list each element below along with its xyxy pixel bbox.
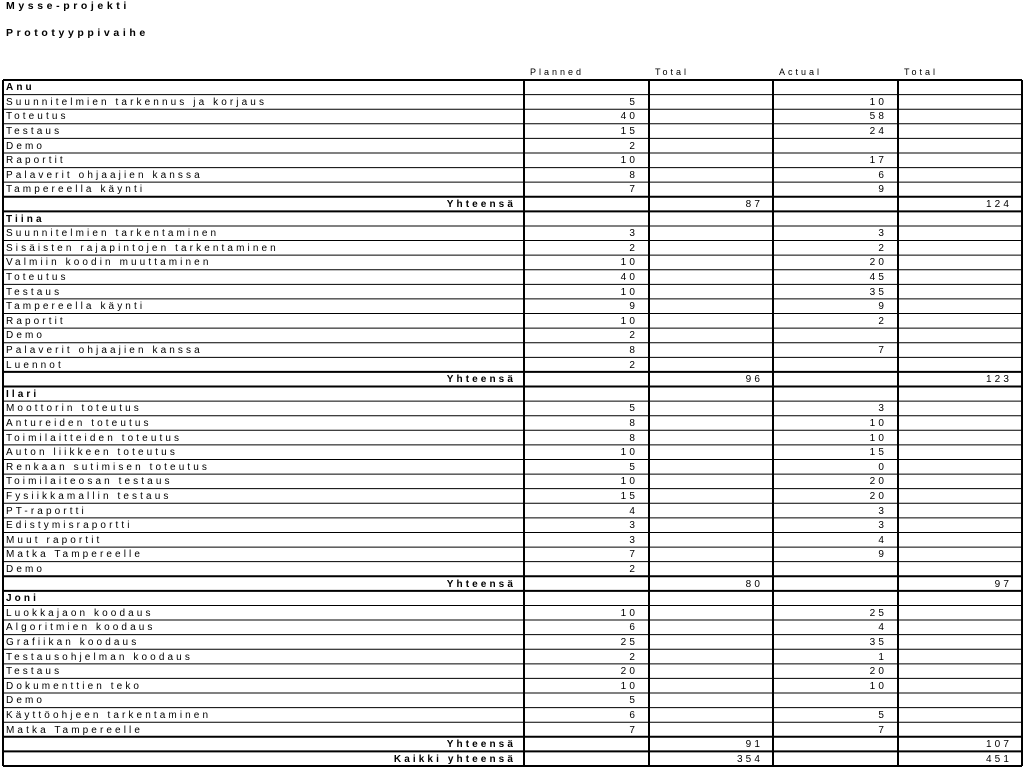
task-label: Demo [6,563,46,575]
grand-total-label: Kaikki yhteensä [393,753,516,765]
planned-hours: 7 [629,724,638,736]
actual-hours: 15 [869,447,887,459]
planned-hours: 8 [629,432,638,444]
planned-hours: 15 [620,490,638,502]
task-label: Fysiikkamallin testaus [6,490,172,502]
planned-hours: 2 [629,242,638,254]
planned-hours: 20 [620,666,638,678]
section-total-label: Yhteensä [446,578,516,590]
actual-hours: 6 [878,169,887,181]
actual-hours: 9 [878,301,887,313]
grand-actual-total: 451 [986,753,1012,765]
actual-hours: 20 [869,490,887,502]
planned-hours: 10 [620,286,638,298]
task-label: Testaus [6,286,63,298]
planned-hours: 4 [629,505,638,517]
section-name: Anu [6,82,35,94]
task-label: Luennot [6,359,64,371]
actual-hours: 10 [869,96,887,108]
planned-hours: 3 [629,520,638,532]
task-label: Valmiin koodin muuttaminen [6,257,212,269]
task-label: Toteutus [6,111,69,123]
actual-hours: 4 [878,622,887,634]
task-label: Raportit [6,315,66,327]
task-label: Muut raportit [6,534,103,546]
planned-hours: 5 [629,96,638,108]
actual-hours: 17 [869,155,887,167]
task-label: Sisäisten rajapintojen tarkentaminen [6,242,279,254]
task-label: Suunnitelmien tarkentaminen [6,228,220,240]
planned-hours: 6 [629,622,638,634]
header-planned: Planned [530,67,585,77]
actual-hours: 45 [869,272,887,284]
planned-hours: 10 [620,476,638,488]
task-label: Raportit [6,155,66,167]
planned-hours: 5 [629,461,638,473]
task-label: Moottorin toteutus [6,403,142,415]
actual-hours: 35 [869,286,887,298]
document-title: Mysse-projekti [6,0,130,12]
planned-hours: 8 [629,169,638,181]
task-label: Testaus [6,666,63,678]
grand-planned-total: 354 [737,753,763,765]
actual-hours: 2 [878,315,887,327]
section-name: Ilari [6,388,40,400]
task-label: Grafiikan koodaus [6,636,140,648]
actual-hours: 20 [869,666,887,678]
actual-hours: 7 [878,724,887,736]
actual-hours: 9 [878,184,887,196]
actual-hours: 35 [869,636,887,648]
planned-hours: 40 [620,272,638,284]
planned-hours: 10 [620,315,638,327]
task-label: Toteutus [6,272,69,284]
section-actual-total: 123 [986,374,1012,386]
document-subtitle: Prototyyppivaihe [6,27,149,39]
actual-hours: 5 [878,709,887,721]
planned-hours: 8 [629,418,638,429]
actual-hours: 1 [878,651,887,663]
actual-hours: 3 [878,403,887,415]
task-label: Toimilaiteosan testaus [6,476,173,488]
planned-hours: 2 [629,140,638,152]
section-name: Tiina [6,213,45,225]
task-label: Demo [6,330,46,342]
task-label: Luokkajaon koodaus [6,607,154,619]
planned-hours: 8 [629,345,638,357]
task-label: Testaus [6,126,63,138]
actual-hours: 24 [869,126,887,138]
planned-hours: 2 [629,330,638,342]
actual-hours: 10 [869,680,887,692]
task-label: Palaverit ohjaajien kanssa [6,169,203,181]
task-label: Toimilaitteiden toteutus [6,432,183,444]
section-planned-total: 80 [745,578,763,590]
section-total-label: Yhteensä [446,374,516,386]
planned-hours: 5 [629,695,638,707]
task-label: Testausohjelman koodaus [6,651,193,663]
actual-hours: 20 [869,476,887,488]
task-label: Dokumenttien teko [6,680,143,692]
actual-hours: 3 [878,505,887,517]
section-actual-total: 124 [986,199,1012,211]
section-actual-total: 107 [986,739,1012,751]
actual-hours: 20 [869,257,887,269]
task-label: Demo [6,140,46,152]
actual-hours: 3 [878,520,887,532]
actual-hours: 10 [869,418,887,429]
header-planned-total: Total [655,67,690,77]
section-planned-total: 96 [745,374,763,386]
task-label: Antureiden toteutus [6,418,152,429]
task-label: Renkaan sutimisen toteutus [6,461,211,473]
planned-hours: 10 [620,607,638,619]
task-label: Palaverit ohjaajien kanssa [6,345,203,357]
planned-hours: 7 [629,549,638,561]
actual-hours: 0 [878,461,887,473]
planned-hours: 3 [629,534,638,546]
section-actual-total: 97 [994,578,1012,590]
task-label: Edistymisraportti [6,520,133,532]
task-label: Käyttöohjeen tarkentaminen [6,709,212,721]
task-label: Algoritmien koodaus [6,622,156,634]
actual-hours: 9 [878,549,887,561]
planned-hours: 2 [629,359,638,371]
task-label: Suunnitelmien tarkennus ja korjaus [6,96,268,108]
planned-hours: 25 [620,636,638,648]
task-label: Tampereella käynti [6,301,146,313]
section-name: Joni [6,593,39,605]
actual-hours: 10 [869,432,887,444]
planned-hours: 5 [629,403,638,415]
task-label: Demo [6,695,46,707]
actual-hours: 25 [869,607,887,619]
actual-hours: 2 [878,242,887,254]
header-actual: Actual [779,67,823,77]
planned-hours: 7 [629,184,638,196]
task-label: Matka Tampereelle [6,724,144,736]
actual-hours: 58 [869,111,887,123]
planned-hours: 6 [629,709,638,721]
section-planned-total: 87 [745,199,763,211]
section-total-label: Yhteensä [446,199,516,211]
section-planned-total: 91 [745,739,763,751]
task-label: Auton liikkeen toteutus [6,447,178,459]
task-label: Matka Tampereelle [6,549,144,561]
planned-hours: 40 [620,111,638,123]
planned-hours: 10 [620,155,638,167]
actual-hours: 7 [878,345,887,357]
planned-hours: 10 [620,257,638,269]
planned-hours: 3 [629,228,638,240]
planned-hours: 10 [620,447,638,459]
planned-hours: 10 [620,680,638,692]
planned-hours: 9 [629,301,638,313]
header-actual-total: Total [904,67,939,77]
planned-hours: 2 [629,563,638,575]
planned-hours: 15 [620,126,638,138]
actual-hours: 4 [878,534,887,546]
section-total-label: Yhteensä [446,739,516,751]
task-label: PT-raportti [6,505,87,517]
planned-hours: 2 [629,651,638,663]
task-label: Tampereella käynti [6,184,146,196]
actual-hours: 3 [878,228,887,240]
